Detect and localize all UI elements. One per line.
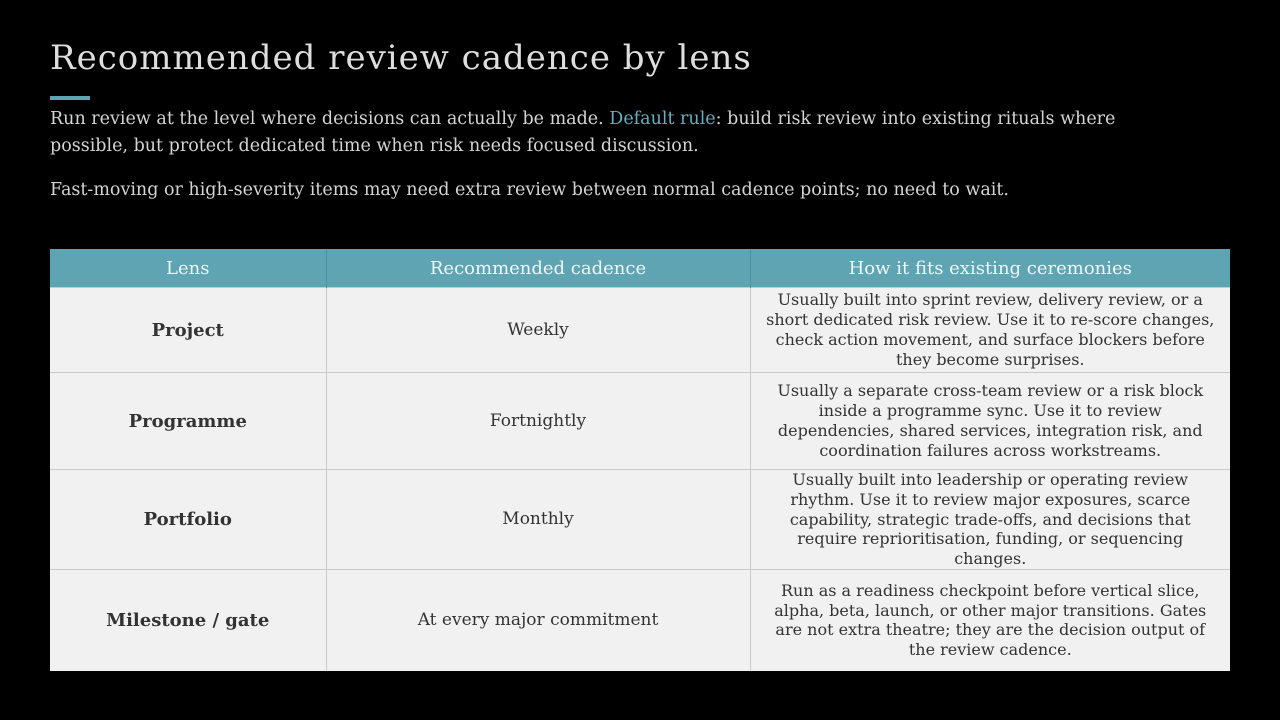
table-row <box>50 373 1230 470</box>
intro-paragraph <box>50 106 1180 160</box>
lens-cell: Portfolio <box>50 470 326 570</box>
header-recommended-cadence: Recommended cadence <box>326 249 750 288</box>
intro-text-start: Run review at the level where decisions can actually be made. <box>50 109 610 129</box>
intro-text-end: : build risk review into existing rituals where possible, but protect dedicated time when risk needs focused discussion. <box>50 109 1116 156</box>
header-ceremony-fit: How it fits existing ceremonies <box>750 249 1230 288</box>
default-rule-highlight: Default rule <box>609 109 716 129</box>
table-header-row <box>50 249 1230 288</box>
ceremony-fit-cell: Usually built into leadership or operating review rhythm. Use it to review major exposures, scarce capability, strategic trade-offs, and decisions that require reprioritisation, funding, or sequencing changes. <box>750 470 1230 570</box>
cadence-cell: At every major commitment <box>326 569 750 671</box>
ceremony-fit-cell: Usually a separate cross-team review or a risk block inside a programme sync. Use it to review dependencies, shared services, integration risk, and coordination failures across workstreams. <box>750 373 1230 470</box>
ceremony-fit-cell: Usually built into sprint review, delivery review, or a short dedicated risk review. Use it to re-score changes, check action movement, and surface blockers before they become surprises. <box>750 288 1230 373</box>
cadence-cell: Weekly <box>326 288 750 373</box>
cadence-cell: Fortnightly <box>326 373 750 470</box>
cadence-table <box>50 249 1230 671</box>
table-row <box>50 470 1230 570</box>
cadence-cell: Monthly <box>326 470 750 570</box>
lens-cell: Project <box>50 288 326 373</box>
lens-cell: Milestone / gate <box>50 569 326 671</box>
page-title: Recommended review cadence by lens <box>50 38 752 78</box>
lens-cell: Programme <box>50 373 326 470</box>
ceremony-fit-cell: Run as a readiness checkpoint before vertical slice, alpha, beta, launch, or other major transitions. Gates are not extra theatre; they are the decision output of the review cadence. <box>750 569 1230 671</box>
header-lens: Lens <box>50 249 326 288</box>
table-row <box>50 288 1230 373</box>
title-accent-bar <box>50 96 90 100</box>
note-paragraph: Fast-moving or high-severity items may need extra review between normal cadence points; no need to wait. <box>50 180 1009 200</box>
table-row <box>50 569 1230 671</box>
